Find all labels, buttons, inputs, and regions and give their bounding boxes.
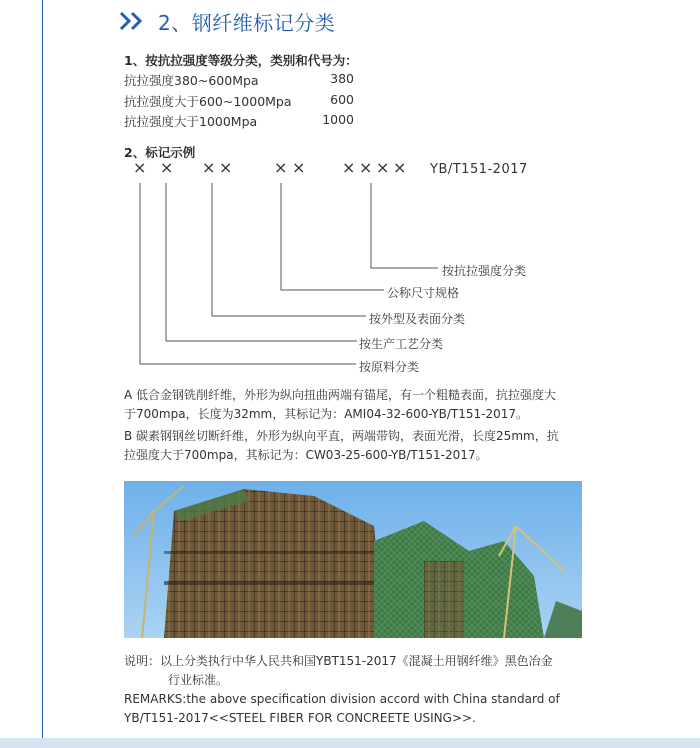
standard-code: YB/T151-2017 [430,162,528,177]
grade-heading: 1、按抗拉强度等级分类，类别和代号为： [124,53,358,68]
construction-site-photo [124,481,582,638]
marking-heading: 2、标记示例 [124,145,196,160]
mark-placeholder: × [219,158,233,177]
mark-placeholder: × [274,158,288,177]
example-b [124,427,584,465]
note-cn-line: 说明：以上分类执行中华人民共和国YBT151-2017《混凝土用钢纤维》黑色冶金 [124,654,553,668]
grade-label: 抗拉强度大于600~1000Mpa [124,94,292,109]
note-en-line: YB/T151-2017<<STEEL FIBER FOR CONCREETE USING>>. [124,711,476,725]
grade-label: 抗拉强度大于1000Mpa [124,114,258,129]
label-production-process: 按生产工艺分类 [359,337,444,351]
mark-placeholder: × [342,158,356,177]
mark-placeholder: × [376,158,390,177]
mark-placeholder: × [359,158,373,177]
mark-placeholder: × [292,158,306,177]
label-tensile-class: 按抗拉强度分类 [442,264,527,278]
label-nominal-size: 公称尺寸规格 [387,286,460,300]
section-title: 2、钢纤维标记分类 [158,10,336,35]
example-a [124,386,584,424]
note-en-line: REMARKS:the above specification division accord with China standard of [124,692,560,706]
grade-label: 抗拉强度380~600Mpa [124,73,259,88]
grade-code: 1000 [322,112,354,127]
grade-code: 380 [330,71,354,86]
label-raw-material: 按原料分类 [359,360,420,374]
example-b-line: B 碳素钢钢丝切断纤维，外形为纵向平直，两端带钩，表面光滑，长度25mm，抗 [124,429,559,443]
example-b-line: 拉强度大于700mpa，其标记为：CW03-25-600-YB/T151-2017。 [124,448,488,462]
example-a-line: 于700mpa，长度为32mm，其标记为：AMI04-32-600-YB/T151-2017。 [124,407,529,421]
example-a-line: A 低合金钢铣削纤维，外形为纵向扭曲两端有锚尾，有一个粗糙表面，抗拉强度大 [124,388,557,402]
note-cn-line: 行业标准。 [168,673,229,687]
grade-code: 600 [330,92,354,107]
footer-band [0,738,700,748]
mark-placeholder: × [160,158,174,177]
mark-placeholder: × [393,158,407,177]
mark-placeholder: × [202,158,216,177]
footnote [124,652,584,728]
label-shape-surface: 按外型及表面分类 [369,312,466,326]
mark-placeholder: × [133,158,147,177]
